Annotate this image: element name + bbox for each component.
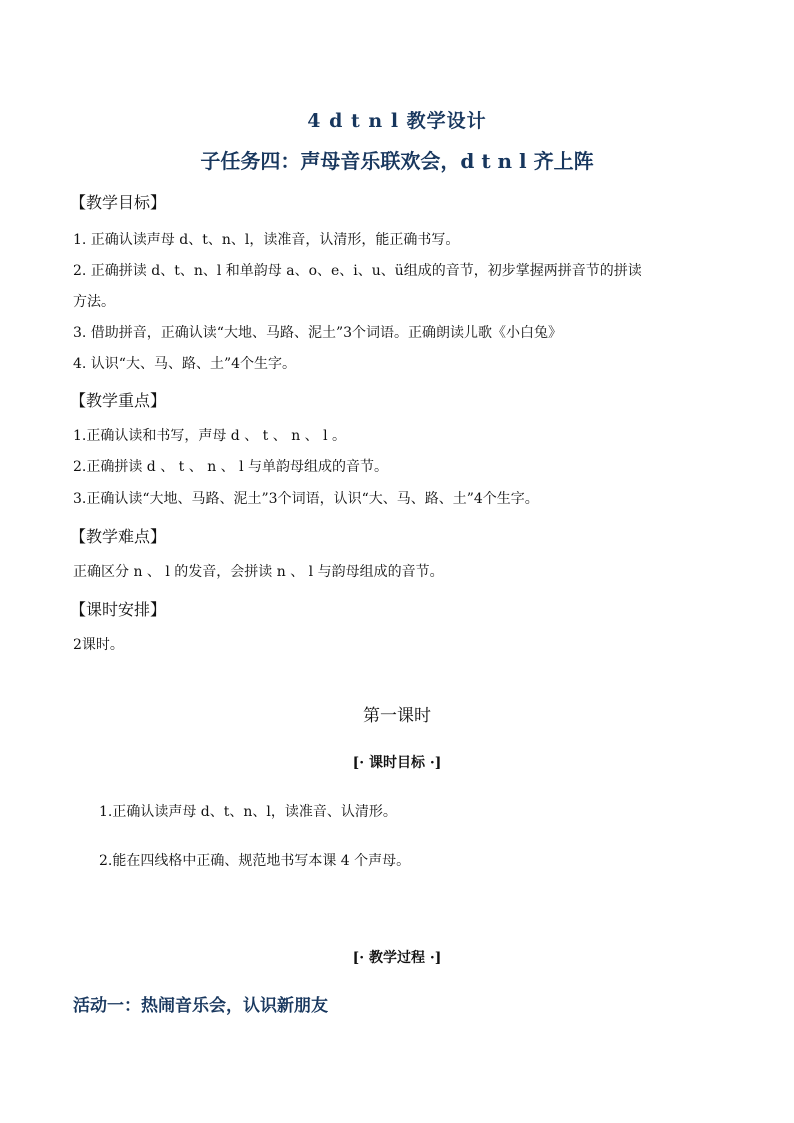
goal-item-3: 3. 借助拼音，正确认读“大地、马路、泥土”3个词语。正确朗读儿歌《小白兔》 [73, 325, 563, 341]
section-heading-goals: 【教学目标】 [70, 193, 167, 212]
schedule-1: 2课时。 [73, 637, 124, 653]
lesson-objective-2: 2.能在四线格中正确、规范地书写本课 4 个声母。 [99, 853, 411, 869]
lesson-objective-1: 1.正确认读声母 d、t、n、l，读准音、认清形。 [99, 804, 397, 820]
goal-item-2: 2. 正确拼读 d、t、n、l 和单韵母 a、o、e、i、u、ü组成的音节，初步掌握两拼音节的拼读 [73, 263, 642, 279]
section-heading-schedule: 【课时安排】 [70, 600, 167, 619]
section-heading-key-points: 【教学重点】 [70, 391, 167, 410]
goal-item-2-cont: 方法。 [73, 294, 115, 310]
process-heading: [· 教学过程 ·] [352, 950, 442, 966]
document-subtitle: 子任务四：声母音乐联欢会，d t n l 齐上阵 [200, 149, 594, 173]
goal-item-4: 4. 认识“大、马、路、土”4个生字。 [73, 356, 297, 372]
activity-heading: 活动一：热闹音乐会，认识新朋友 [73, 996, 328, 1016]
key-point-2: 2.正确拼读 d 、 t 、 n 、 l 与单韵母组成的音节。 [73, 459, 389, 475]
document-title: 4 d t n l 教学设计 [307, 110, 487, 132]
objectives-heading: [· 课时目标 ·] [352, 755, 442, 771]
section-heading-difficulties: 【教学难点】 [70, 527, 167, 546]
goal-item-1: 1. 正确认读声母 d、t、n、l，读准音，认清形，能正确书写。 [73, 232, 460, 248]
difficulty-1: 正确区分 n 、 l 的发音，会拼读 n 、 l 与韵母组成的音节。 [73, 564, 444, 580]
key-point-1: 1.正确认读和书写，声母 d 、 t 、 n 、 l 。 [73, 428, 347, 444]
lesson-title: 第一课时 [363, 706, 431, 726]
key-point-3: 3.正确认读“大地、马路、泥土”3个词语，认识“大、马、路、土”4个生字。 [73, 491, 539, 507]
